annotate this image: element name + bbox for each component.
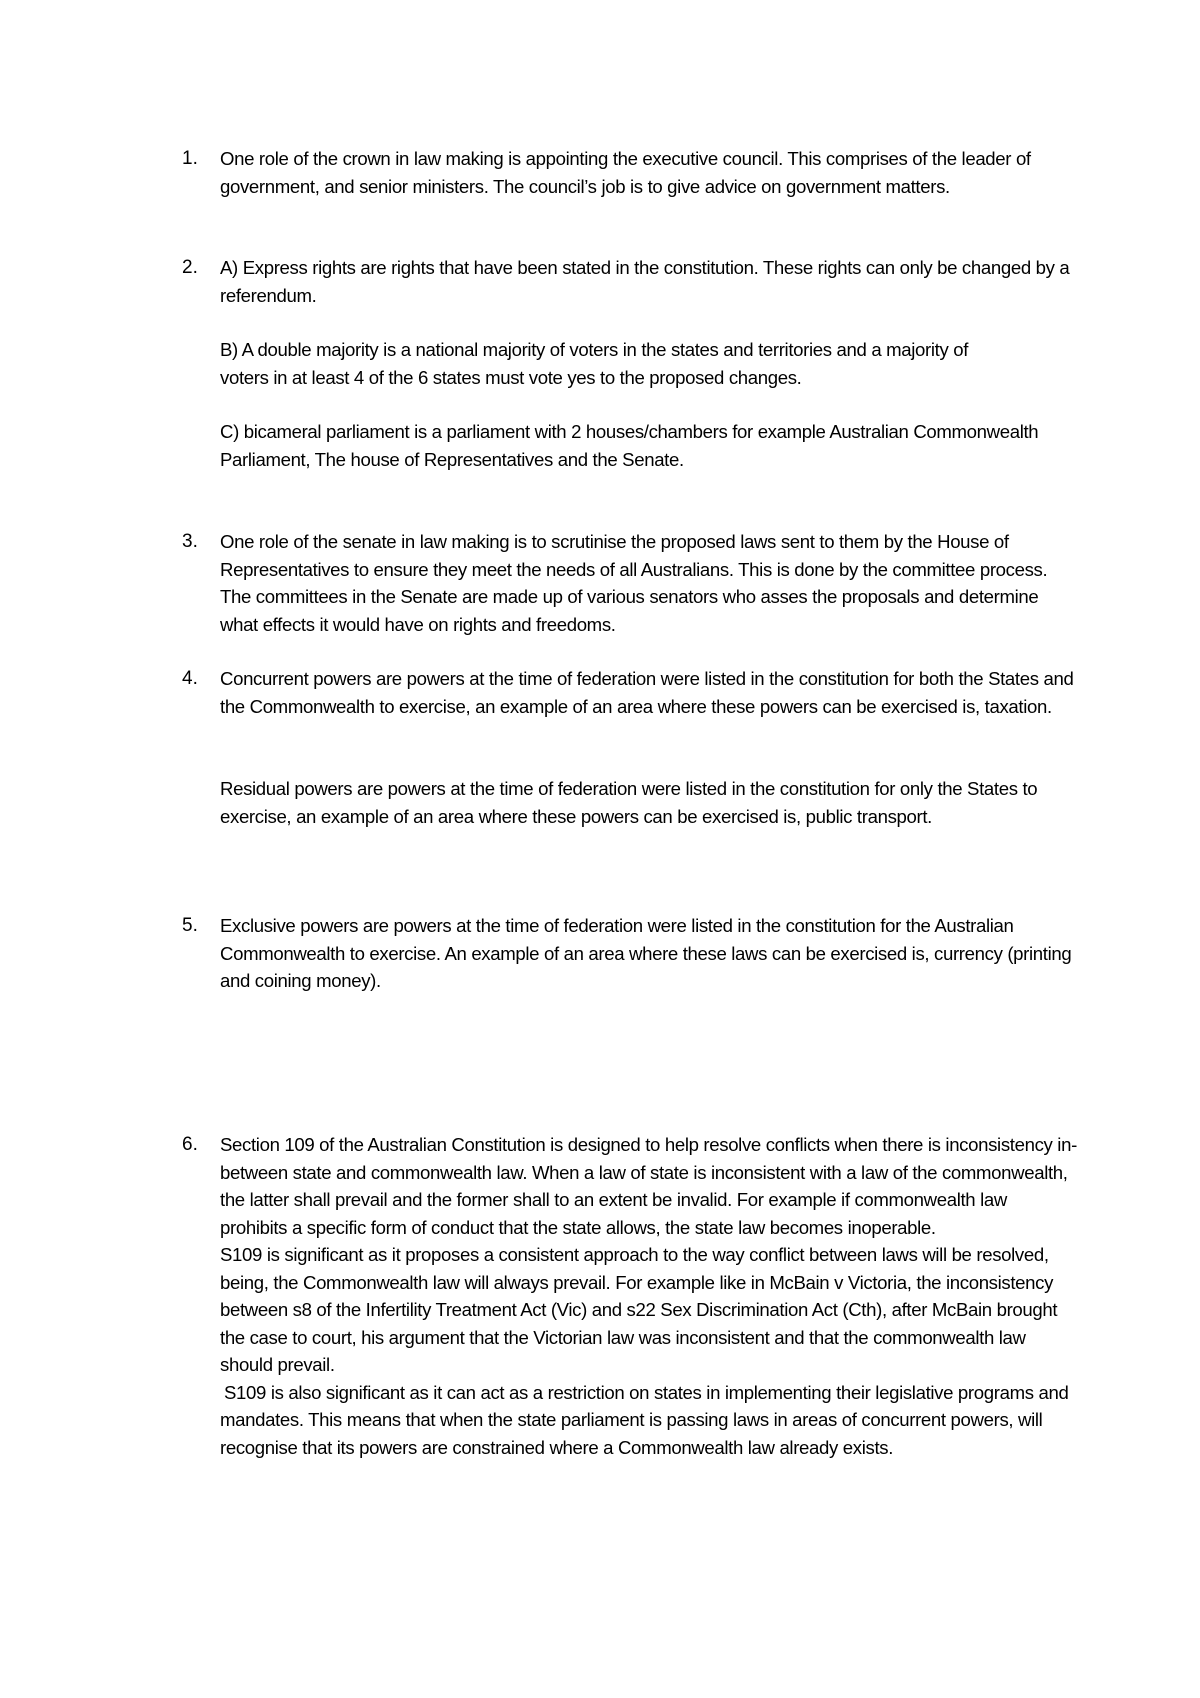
paragraph: Residual powers are powers at the time of federation were listed in the constitution for only the States to exercise, an example of an area where these powers can be exercised is, public transport. [220, 778, 1038, 827]
item-number: 2. [182, 257, 198, 278]
item-number: 3. [182, 531, 198, 552]
paragraph: Exclusive powers are powers at the time of federation were listed in the constitution for the Australian Commonwealth to exercise. An example of an area where these laws can be exercised is, currency (printing and coining money). [220, 915, 1072, 991]
item-number: 4. [182, 668, 198, 689]
item-number: 6. [182, 1134, 198, 1155]
paragraph: A) Express rights are rights that have been stated in the constitution. These rights can only be changed by a referendum. [220, 257, 1070, 306]
paragraph: C) bicameral parliament is a parliament with 2 houses/chambers for example Australian Commonwealth Parliament, The house of Representatives and the Senate. [220, 421, 1039, 470]
paragraph: S109 is also significant as it can act as a restriction on states in implementing their legislative programs and mandates. This means that when the state parliament is passing laws in areas of concurrent powers, will recognise that its powers are constrained where a Commonwealth law already exists. [220, 1381, 1069, 1458]
paragraph: One role of the crown in law making is appointing the executive council. This comprises of the leader of government, and senior ministers. The council’s job is to give advice on government matters. [220, 148, 1031, 197]
paragraph: Concurrent powers are powers at the time of federation were listed in the constitution for both the States and the Commonwealth to exercise, an example of an area where these powers can be exercised is, taxation. [220, 668, 1074, 717]
item-number: 5. [182, 915, 198, 936]
paragraph: One role of the senate in law making is to scrutinise the proposed laws sent to them by the House of Representatives to ensure they meet the needs of all Australians. This is done by the committee process. The committees in the Senate are made up of various senators who asses the proposals and determine what effects it would have on rights and freedoms. [220, 531, 1048, 635]
paragraph: S109 is significant as it proposes a consistent approach to the way conflict between laws will be resolved, being, the Commonwealth law will always prevail. For example like in McBain v Victoria, the inconsistency between s8 of the Infertility Treatment Act (Vic) and s22 Sex Discrimination Act (Cth), after McBain brought the case to court, his argument that the Victorian law was inconsistent and that the commonwealth law should prevail. [220, 1244, 1058, 1375]
paragraph: Section 109 of the Australian Constitution is designed to help resolve conflicts when there is inconsistency in-between state and commonwealth law. When a law of state is inconsistent with a law of the commonwealth, the latter shall prevail and the former shall to an extent be invalid. For example if commonwealth law prohibits a specific form of conduct that the state allows, the state law becomes inoperable. [220, 1134, 1077, 1238]
paragraph: B) A double majority is a national majority of voters in the states and territories and a majority of voters in at least 4 of the 6 states must vote yes to the proposed changes. [220, 339, 969, 388]
item-number: 1. [182, 148, 198, 169]
